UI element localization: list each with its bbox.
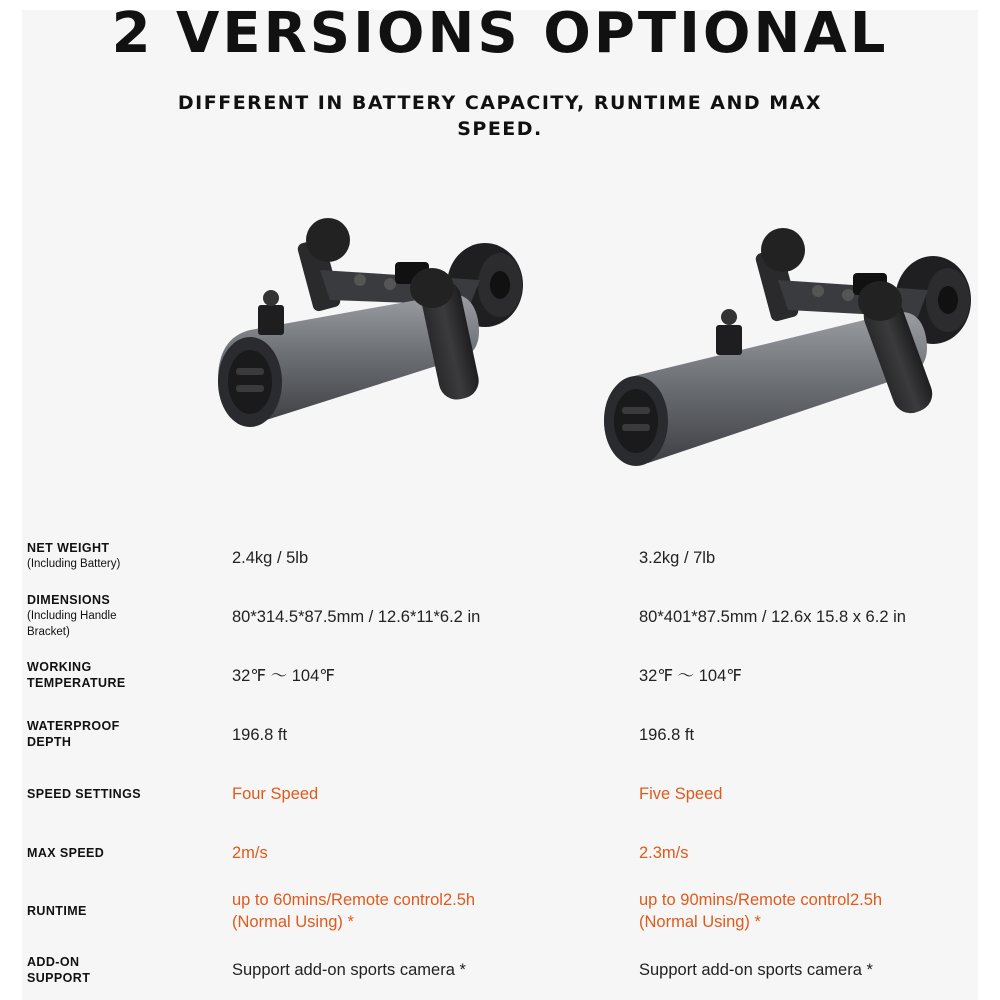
spec-value-extended: Five Speed [639,785,723,803]
spec-value-extended: 3.2kg / 7lb [639,549,716,567]
spec-label: MAX SPEED [27,846,105,860]
spec-label: SPEED SETTINGS [27,787,141,801]
spec-label: RUNTIME [27,904,87,918]
spec-value-standard: 2.4kg / 5lb [232,549,309,567]
spec-value-extended: up to 90mins/Remote control2.5h (Normal Using) * [639,891,883,931]
spec-label: ADD-ON SUPPORT [27,955,91,985]
spec-label: DIMENSIONS (Including Handle Bracket) [27,593,117,638]
spec-label: WORKING TEMPERATURE [27,660,126,690]
spec-label: NET WEIGHT (Including Battery) [27,541,121,570]
spec-value-extended: Support add-on sports camera * [639,961,873,979]
spec-value-standard: 32℉ ～ 104℉ [232,667,335,685]
spec-value-standard: Four Speed [232,785,319,803]
spec-value-extended: 32℉ ～ 104℉ [639,667,742,685]
spec-value-extended: 196.8 ft [639,726,695,744]
spec-value-standard: 80*314.5*87.5mm / 12.6*11*6.2 in [232,608,481,626]
spec-value-extended: 80*401*87.5mm / 12.6x 15.8 x 6.2 in [639,608,906,626]
product-image-extended [598,225,978,475]
spec-value-standard: up to 60mins/Remote control2.5h (Normal Using) * [232,891,476,931]
spec-label: WATERPROOF DEPTH [27,719,120,749]
product-image-standard [210,210,540,440]
content-panel [22,10,978,1000]
spec-value-standard: 196.8 ft [232,726,288,744]
page-subtitle: DIFFERENT IN BATTERY CAPACITY, RUNTIME AND MAX SPEED. [177,92,823,140]
spec-value-standard: Support add-on sports camera * [232,961,466,979]
spec-value-standard: 2m/s [232,844,268,862]
spec-value-extended: 2.3m/s [639,844,689,862]
page-title: 2 VERSIONS OPTIONAL [111,1,889,66]
